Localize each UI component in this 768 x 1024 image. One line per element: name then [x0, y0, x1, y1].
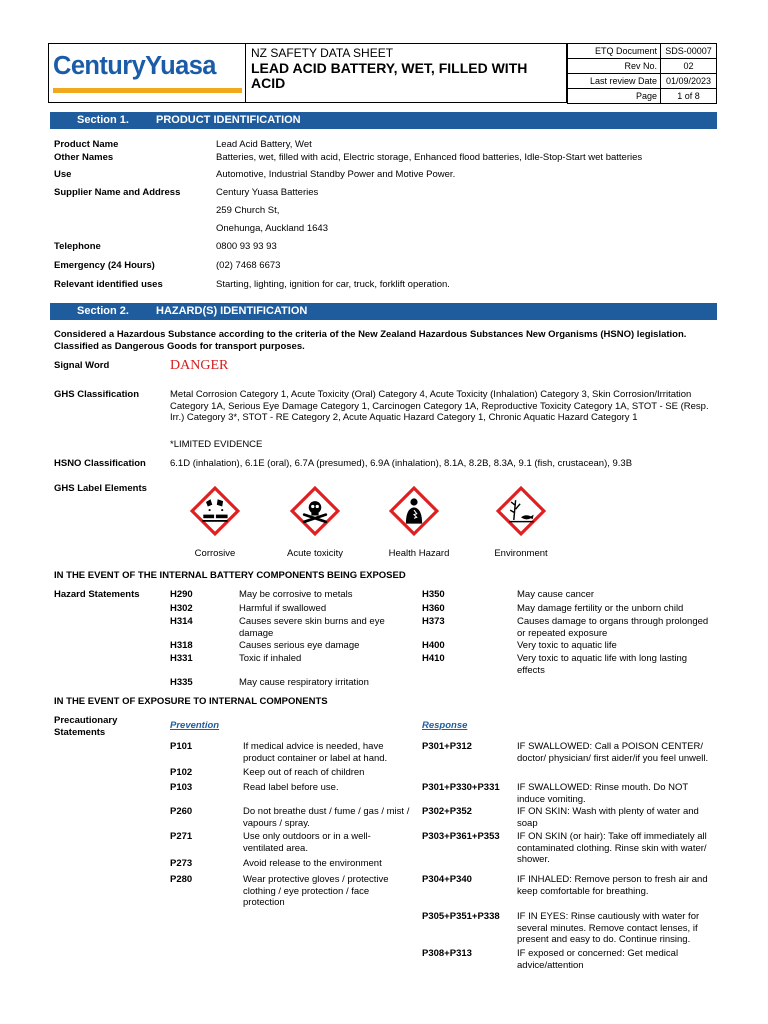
precaution-text: Wear protective gloves / protective clothing / eye protection / face protection: [243, 874, 389, 908]
precaution-text: IF IN EYES: Rinse cautiously with water for several minutes. Remove contact lenses, if present and easy to do. Continue rinsing.: [517, 911, 700, 945]
product-name-value: Lead Acid Battery, Wet: [216, 139, 312, 150]
hazard-text: May damage fertility or the unborn child: [517, 603, 684, 614]
precaution-code: P302+P352: [422, 806, 472, 817]
precaution-code: P103: [170, 782, 193, 793]
logo-underline: [53, 88, 242, 93]
precaution-text: Use only outdoors or in a well-ventilated area.: [243, 831, 371, 854]
corrosive-icon: [188, 484, 242, 538]
prevention-heading: Prevention: [170, 720, 220, 731]
signal-word-value: DANGER: [170, 358, 229, 373]
hazard-code: H331: [170, 653, 193, 664]
precaution-text: Read label before use.: [243, 782, 339, 793]
relevant-uses-value: Starting, lighting, ignition for car, truck, forklift operation.: [216, 279, 450, 290]
etq-row: [568, 59, 717, 74]
hazard-statements-label: Hazard Statements: [54, 589, 140, 600]
precaution-code: P271: [170, 831, 193, 842]
relevant-uses-label: Relevant identified uses: [54, 279, 163, 290]
supplier-label: Supplier Name and Address: [54, 187, 181, 198]
supplier-street: 259 Church St,: [216, 205, 280, 216]
precautionary-statements-label: Precautionary Statements: [54, 715, 118, 738]
document-control-table: [567, 43, 717, 104]
hazard-text: Very toxic to aquatic life: [517, 640, 617, 651]
use-value: Automotive, Industrial Standby Power and Motive Power.: [216, 169, 456, 180]
section-1-bar: [50, 112, 717, 129]
precaution-code: P303+P361+P353: [422, 831, 500, 842]
precaution-text: IF SWALLOWED: Call a POISON CENTER/ doctor/ physician/ first aider/if you feel unwell.: [517, 741, 709, 764]
section-title: HAZARD(S) IDENTIFICATION: [156, 305, 308, 317]
precaution-code: P308+P313: [422, 948, 472, 959]
precaution-code: P301+P312: [422, 741, 472, 752]
section-number: Section 1.: [77, 114, 129, 126]
telephone-value: 0800 93 93 93: [216, 241, 277, 252]
pictogram-label: Acute toxicity: [287, 548, 343, 559]
etq-value: SDS-00007: [661, 44, 717, 59]
precaution-text: IF ON SKIN (or hair): Take off immediately all contaminated clothing. Rinse skin with water/ shower.: [517, 831, 707, 865]
precaution-code: P305+P351+P338: [422, 911, 500, 922]
precaution-text: Keep out of reach of children: [243, 767, 365, 778]
internal-components-heading: IN THE EVENT OF EXPOSURE TO INTERNAL COMPONENTS: [54, 696, 328, 707]
etq-value: 02: [661, 59, 717, 74]
ghs-label-elements-label: GHS Label Elements: [54, 483, 147, 494]
pictogram-label: Environment: [494, 548, 548, 559]
hazard-text: Causes damage to organs through prolonged or repeated exposure: [517, 616, 709, 639]
precaution-code: P260: [170, 806, 193, 817]
company-logo: [48, 43, 246, 103]
hazard-code: H335: [170, 677, 193, 688]
precaution-text: IF SWALLOWED: Rinse mouth. Do NOT induce vomiting.: [517, 782, 689, 805]
etq-label: Page: [568, 89, 661, 104]
logo-wordmark: CenturyYuasa: [53, 52, 216, 80]
precaution-code: P301+P330+P331: [422, 782, 500, 793]
etq-label: Rev No.: [568, 59, 661, 74]
hazard-code: H302: [170, 603, 193, 614]
pictogram-label: Health Hazard: [388, 548, 450, 559]
section-2-bar: [50, 303, 717, 320]
etq-row: [568, 44, 717, 59]
etq-value: 1 of 8: [661, 89, 717, 104]
section-title: PRODUCT IDENTIFICATION: [156, 114, 301, 126]
precaution-text: IF ON SKIN: Wash with plenty of water and soap: [517, 806, 699, 829]
hazard-text: Causes severe skin burns and eye damage: [239, 616, 385, 639]
environment-icon: [494, 484, 548, 538]
product-name-label: Product Name: [54, 139, 119, 150]
document-type: NZ SAFETY DATA SHEET: [251, 46, 394, 60]
hazard-intro: Considered a Hazardous Substance according to the criteria of the New Zealand Hazardous Substances New Organisms (HSNO) legislation. Classified as Dangerous Goods for transport purposes.: [54, 329, 687, 352]
health-hazard-icon: [387, 484, 441, 538]
precaution-code: P280: [170, 874, 193, 885]
etq-label: Last review Date: [568, 74, 661, 89]
hazard-text: May cause respiratory irritation: [239, 677, 369, 688]
document-title-box: [246, 43, 567, 103]
precaution-text: If medical advice is needed, have product container or label at hand.: [243, 741, 388, 764]
hazard-code: H290: [170, 589, 193, 600]
precaution-text: IF exposed or concerned: Get medical advice/attention: [517, 948, 679, 971]
precaution-code: P102: [170, 767, 193, 778]
other-names-value: Batteries, wet, filled with acid, Electric storage, Enhanced flood batteries, Idle-Stop-Start wet batteries: [216, 152, 643, 163]
limited-evidence-note: *LIMITED EVIDENCE: [170, 439, 263, 450]
section-number: Section 2.: [77, 305, 129, 317]
other-names-label: Other Names: [54, 152, 114, 163]
hazard-text: Toxic if inhaled: [239, 653, 302, 664]
pictogram-label: Corrosive: [194, 548, 236, 559]
precaution-text: Do not breathe dust / fume / gas / mist / vapours / spray.: [243, 806, 410, 829]
telephone-label: Telephone: [54, 241, 101, 252]
hazard-code: H373: [422, 616, 445, 627]
precaution-code: P101: [170, 741, 193, 752]
etq-label: ETQ Document: [568, 44, 661, 59]
hsno-classification-label: HSNO Classification: [54, 458, 146, 469]
etq-value: 01/09/2023: [661, 74, 717, 89]
hazard-code: H318: [170, 640, 193, 651]
precaution-code: P304+P340: [422, 874, 472, 885]
etq-row: [568, 74, 717, 89]
emergency-value: (02) 7468 6673: [216, 260, 281, 271]
internal-exposure-heading: IN THE EVENT OF THE INTERNAL BATTERY COMPONENTS BEING EXPOSED: [54, 570, 406, 581]
hazard-code: H410: [422, 653, 445, 664]
document-title: LEAD ACID BATTERY, WET, FILLED WITH ACID: [251, 60, 528, 91]
emergency-label: Emergency (24 Hours): [54, 260, 155, 271]
skull-icon: [288, 484, 342, 538]
hazard-code: H400: [422, 640, 445, 651]
precaution-text: IF INHALED: Remove person to fresh air and keep comfortable for breathing.: [517, 874, 708, 897]
hazard-text: Causes serious eye damage: [239, 640, 360, 651]
response-heading: Response: [422, 720, 468, 731]
precaution-code: P273: [170, 858, 193, 869]
hsno-classification-value: 6.1D (inhalation), 6.1E (oral), 6.7A (presumed), 6.9A (inhalation), 8.1A, 8.2B, 8.3A, 9.1 (fish, crustacean), 9.3B: [170, 458, 633, 469]
use-label: Use: [54, 169, 72, 180]
hazard-code: H314: [170, 616, 193, 627]
supplier-name: Century Yuasa Batteries: [216, 187, 319, 198]
precaution-text: Avoid release to the environment: [243, 858, 382, 869]
supplier-city: Onehunga, Auckland 1643: [216, 223, 328, 234]
etq-row: [568, 89, 717, 104]
hazard-text: Very toxic to aquatic life with long lasting effects: [517, 653, 688, 676]
hazard-text: May cause cancer: [517, 589, 595, 600]
signal-word-label: Signal Word: [54, 360, 110, 371]
ghs-classification-value: Metal Corrosion Category 1, Acute Toxicity (Oral) Category 4, Acute Toxicity (Inhalation) Category 3, Skin Corrosion/Irritation Category 1A, Serious Eye Damage Category 1, Carcinogen Category 1A, Reproductive Toxicity Category 1A, STOT - SE (Resp. Irr.) Category 3*, STOT - RE Category 2, Acute Aquatic Hazard Category 1, Chronic Aquatic Hazard Category 1: [170, 389, 709, 423]
hazard-code: H360: [422, 603, 445, 614]
hazard-text: May be corrosive to metals: [239, 589, 353, 600]
hazard-text: Harmful if swallowed: [239, 603, 327, 614]
ghs-classification-label: GHS Classification: [54, 389, 139, 400]
hazard-code: H350: [422, 589, 445, 600]
